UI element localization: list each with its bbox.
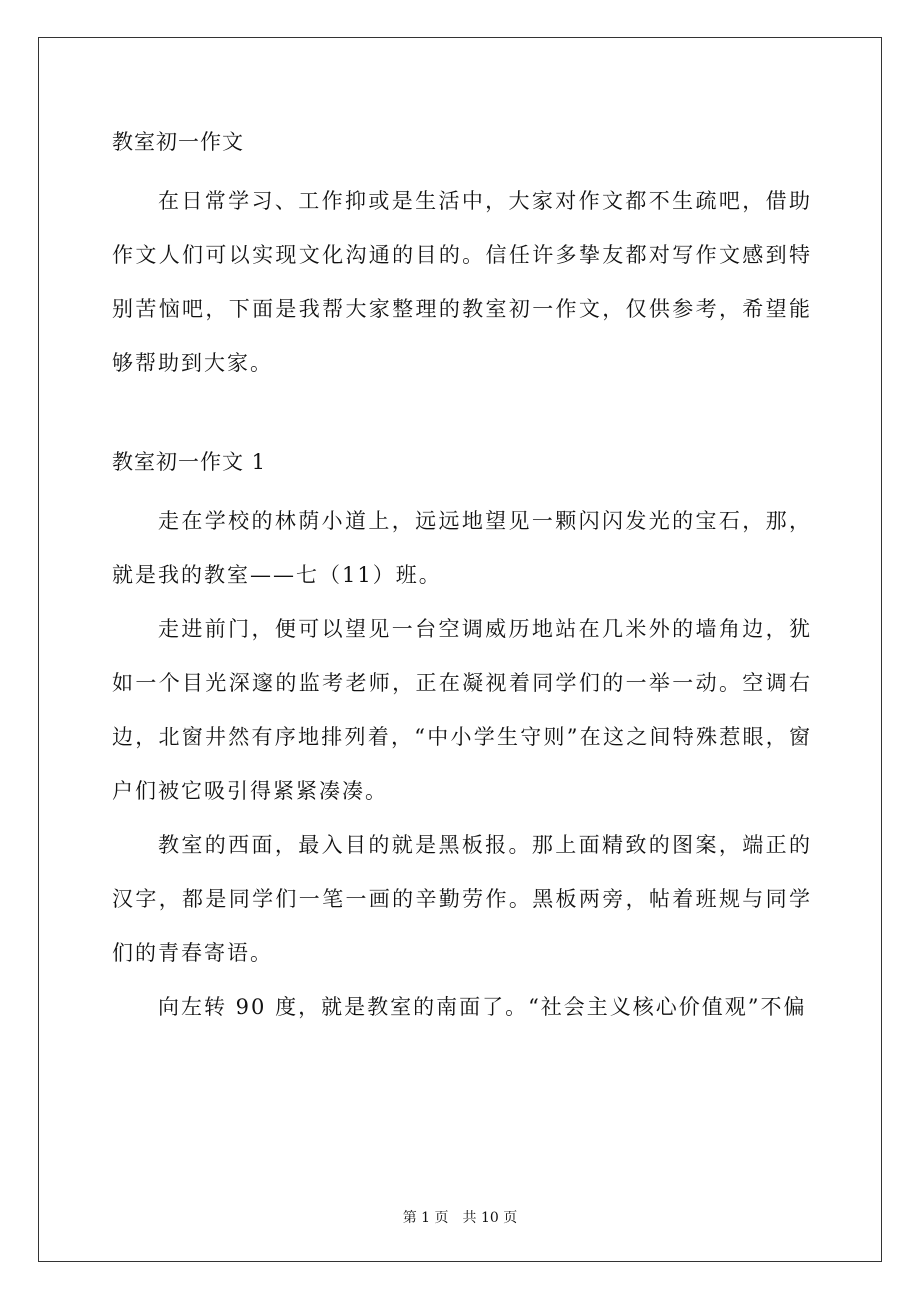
page-number-footer: 第 1 页 共 10 页 [402, 1210, 518, 1226]
body-paragraph-3: 教室的西面，最入目的就是黑板报。那上面精致的图案，端正的汉字，都是同学们一笔一画的辛勤劳作。黑板两旁，帖着班规与同学们的青春寄语。 [112, 833, 812, 965]
body-paragraph-4: 向左转 90 度，就是教室的南面了。“社会主义核心价值观”不偏 [158, 995, 807, 1019]
document-body [112, 118, 812, 1034]
body-paragraph-1: 走在学校的林荫小道上，远远地望见一颗闪闪发光的宝石，那，就是我的教室——七（11）班。 [112, 509, 812, 587]
body-paragraph-2: 走进前门，便可以望见一台空调威历地站在几米外的墙角边，犹如一个目光深邃的监考老师，正在凝视着同学们的一举一动。空调右边，北窗井然有序地排列着，“中小学生守则”在这之间特殊惹眼，窗户们被它吸引得紧紧凑凑。 [112, 617, 812, 803]
document-title: 教室初一作文 [112, 130, 244, 154]
intro-paragraph: 在日常学习、工作抑或是生活中，大家对作文都不生疏吧，借助作文人们可以实现文化沟通的目的。信任许多挚友都对写作文感到特别苦恼吧，下面是我帮大家整理的教室初一作文，仅供参考，希望能够帮助到大家。 [112, 189, 812, 375]
section-title: 教室初一作文 1 [112, 450, 267, 474]
